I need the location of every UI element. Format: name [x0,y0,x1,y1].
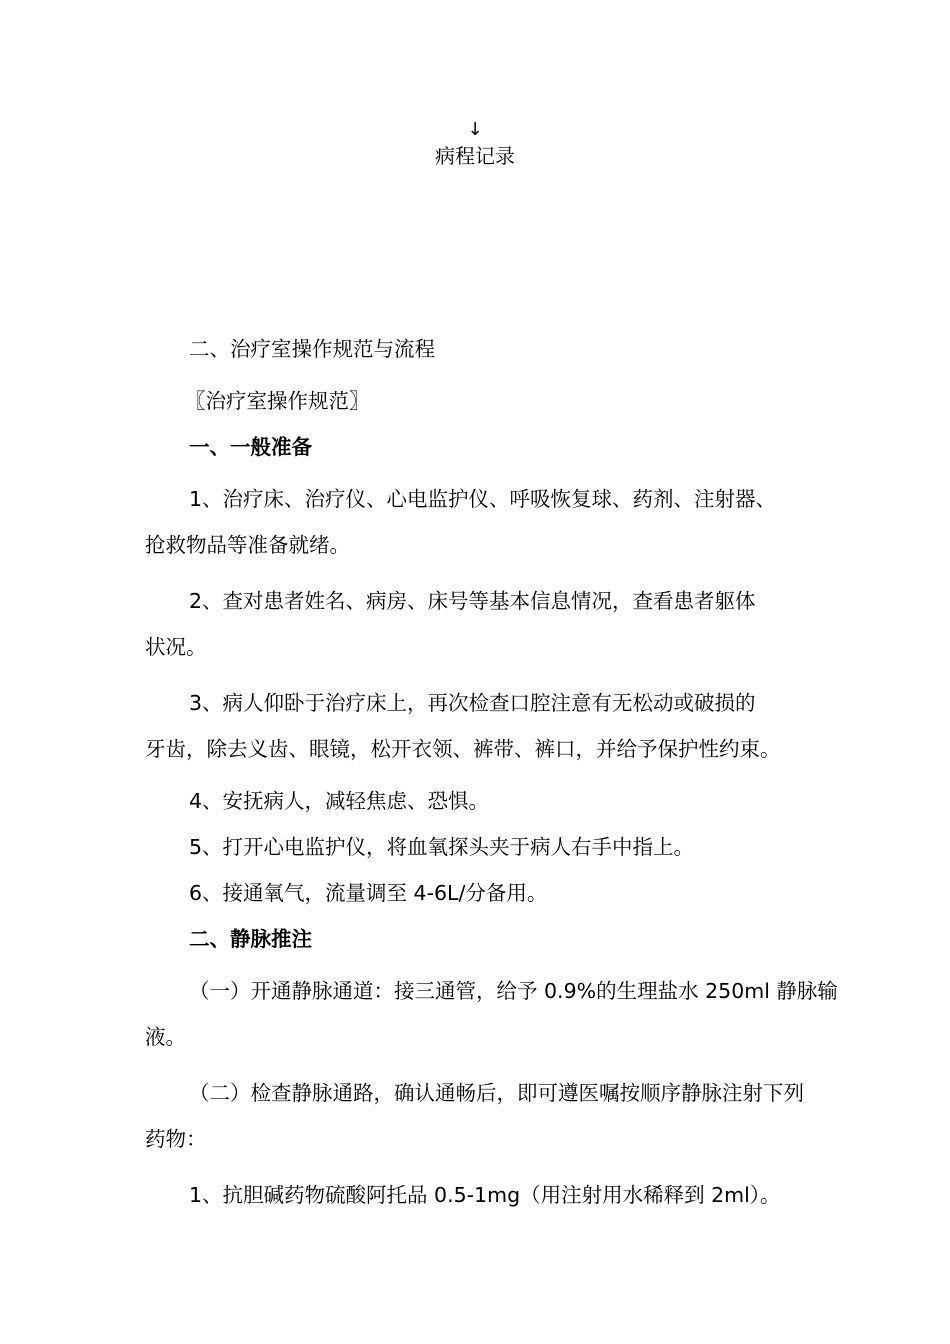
item1-line1: 1、治疗床、治疗仪、心电监护仪、呼吸恢复球、药剂、注射器、 [189,487,777,511]
item1-line2: 抢救物品等准备就绪。 [145,533,350,557]
item2-line2: 状况。 [145,635,207,659]
drug1: 1、抗胆碱药物硫酸阿托品 0.5-1mg（用注射用水稀释到 2ml）。 [189,1183,781,1207]
item3-line1: 3、病人仰卧于治疗床上，再次检查口腔注意有无松动或破损的 [189,691,756,715]
down-arrow-icon: ↓ [467,119,483,140]
page-header-title: 病程记录 [435,144,515,168]
item4: 4、安抚病人，减轻焦虑、恐惧。 [189,789,490,813]
step1-line1: （一）开通静脉通道：接三通管，给予 0.9%的生理盐水 250ml 静脉输 [189,979,838,1003]
item2-line1: 2、查对患者姓名、病房、床号等基本信息情况，查看患者躯体 [189,589,756,613]
step1-line2: 液。 [145,1025,186,1049]
item5: 5、打开心电监护仪，将血氧探头夹于病人右手中指上。 [189,835,695,859]
subsection-title: 〖治疗室操作规范〗 [185,389,370,413]
section-title: 二、治疗室操作规范与流程 [189,337,435,361]
part1-heading: 一、一般准备 [189,435,312,459]
item6: 6、接通氧气，流量调至 4-6L/分备用。 [189,881,548,905]
step2-line1: （二）检查静脉通路，确认通畅后，即可遵医嘱按顺序静脉注射下列 [189,1081,804,1105]
item3-line2: 牙齿，除去义齿、眼镜，松开衣领、裤带、裤口，并给予保护性约束。 [145,737,781,761]
step2-line2: 药物： [145,1127,207,1151]
document-body [145,326,838,1218]
part2-heading: 二、静脉推注 [189,927,312,951]
